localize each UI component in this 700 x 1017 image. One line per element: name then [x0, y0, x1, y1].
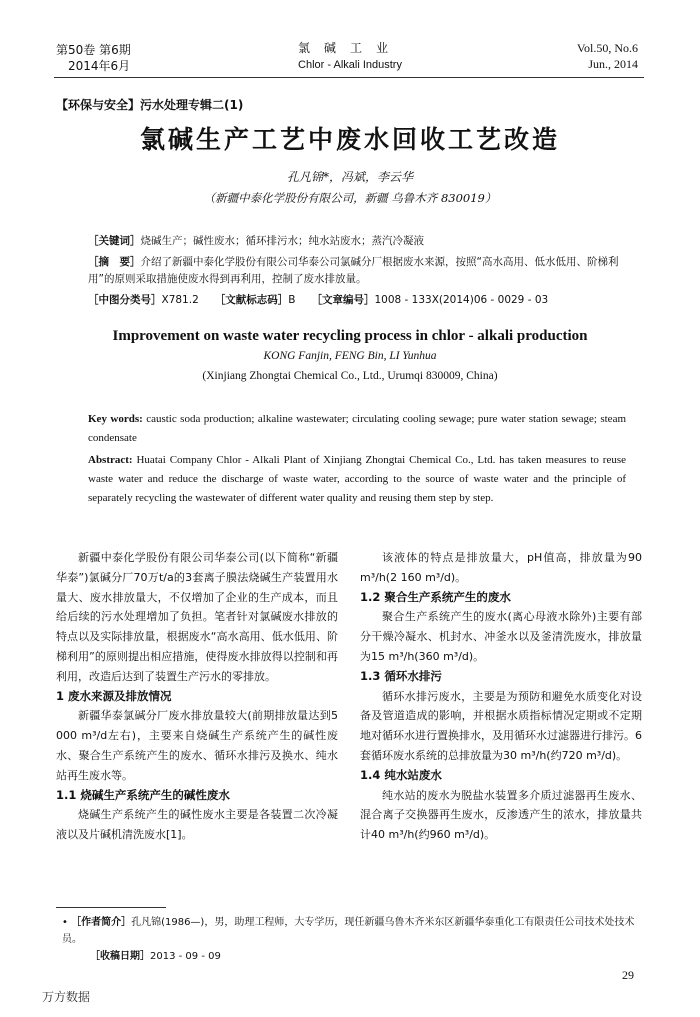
footnote-rule [56, 907, 166, 908]
doc-code-value: B [288, 294, 296, 306]
footnote [62, 914, 652, 965]
issue-info-en [577, 40, 638, 72]
body-left-column [56, 548, 338, 845]
date-en: Jun., 2014 [588, 57, 638, 71]
keywords-cn-text: 烧碱生产；碱性废水；循环排污水；纯水站废水；蒸汽冷凝液 [140, 235, 424, 247]
abstract-en [88, 451, 626, 508]
volume-en: Vol.50, No.6 [576, 41, 638, 55]
watermark: 万方数据 [42, 990, 91, 1004]
section-1-2-heading: 1.2 聚合生产系统产生的废水 [360, 589, 511, 604]
section-1-1-paragraph: 烧碱生产系统产生的碱性废水主要是各装置二次冷凝液以及片碱机清洗废水[1]。 [56, 808, 338, 842]
section-1-paragraph: 新疆华泰氯碱分厂废水排放量较大(前期排放量达到5 000 m³/d左右)，主要来自烧碱生产系统产生的碱性废水、聚合生产系统产生的废水、循环水排污及换水、纯水站再生废水等。 [56, 709, 338, 782]
author-bio-text: 孔凡锦(1986—)，男，助理工程师，大专学历，现任新疆乌鲁木齐米东区新疆华泰重化工有限责任公司技术处技术员。 [62, 917, 635, 945]
section-1-4-paragraph: 纯水站的废水为脱盐水装置多介质过滤器再生废水、混合离子交换器再生废水，反渗透产生的浓水，排放量共计40 m³/h(约960 m³/d)。 [360, 788, 642, 842]
clc-label: ［中图分类号］ [88, 294, 162, 306]
body-right-column [360, 548, 642, 845]
author-bio-label: ［作者简介］ [71, 917, 132, 928]
journal-name-cn: 氯碱工业 [297, 41, 402, 55]
classification-line [88, 292, 628, 309]
received-date-label: ［收稿日期］ [90, 951, 150, 962]
affiliation-en: (Xinjiang Zhongtai Chemical Co., Ltd., Urumqi 830009, China) [202, 370, 498, 382]
received-date-value: 2013 - 09 - 09 [150, 951, 221, 962]
section-1-1-heading: 1.1 烧碱生产系统产生的碱性废水 [56, 787, 230, 802]
continued-paragraph: 该液体的特点是排放量大，pH值高，排放量为90 m³/h(2 160 m³/d)。 [360, 551, 642, 584]
header-rule [54, 77, 644, 78]
affiliation-cn: （新疆中泰化学股份有限公司，新疆 乌鲁木齐 830019） [203, 191, 497, 205]
section-1-3-heading: 1.3 循环水排污 [360, 668, 442, 683]
date-cn: 2014年6月 [68, 59, 131, 73]
keywords-en-text: caustic soda production; alkaline wastewater; circulating cooling sewage; pure water station sewage; steam condensate [88, 413, 627, 444]
keywords-en [88, 410, 626, 448]
abstract-cn [88, 254, 628, 288]
keywords-cn [88, 233, 628, 250]
section-1-heading: 1 废水来源及排放情况 [56, 688, 172, 703]
section-1-3-paragraph: 循环水排污废水，主要是为预防和避免水质变化对设备及管道造成的影响，并根据水质指标情况定期或不定期地对循环水进行置换排水，及用循环水过滤器进行排污。6套循环废水系统的总排放量为30 m³/h(约720 m³/d)。 [360, 689, 642, 762]
abstract-cn-text: 介绍了新疆中泰化学股份有限公司华泰公司氯碱分厂根据废水来源，按照“高水高用、低水低用、阶梯利用”的原则采取措施使废水得到再利用，控制了废水排放量。 [88, 256, 619, 285]
doc-code-label: ［文献标志码］ [214, 294, 289, 306]
authors-en: KONG Fanjin, FENG Bin, LI Yunhua [263, 350, 437, 362]
abstract-en-text: Huatai Company Chlor - Alkali Plant of Xinjiang Zhongtai Chemical Co., Ltd. has taken measures to reuse waste water and reduce the discharge of waste water, according to the source of waste water and the principle of separately recycling the wastewater of different water quality and reusing them step by step. [88, 454, 626, 504]
keywords-cn-label: ［关键词］ [88, 235, 141, 247]
section-1-2-paragraph: 聚合生产系统产生的废水(离心母液水除外)主要有部分干燥冷凝水、机封水、冲釜水以及釜清洗废水，排放量为15 m³/h(360 m³/d)。 [360, 610, 642, 663]
volume-cn: 第50卷 第6期 [56, 43, 131, 57]
title-cn: 氯碱生产工艺中废水回收工艺改造 [139, 125, 560, 154]
article-number-value: 1008 - 133X(2014)06 - 0029 - 03 [374, 294, 549, 306]
received-date [62, 948, 652, 965]
author-bio [62, 914, 652, 948]
column-tag: 【环保与安全】污水处理专辑二(1) [56, 98, 244, 112]
abstract-en-label: Abstract: [88, 454, 133, 466]
section-1-4-heading: 1.4 纯水站废水 [360, 767, 442, 782]
page-number: 29 [622, 968, 634, 982]
journal-name-en: Chlor - Alkali Industry [298, 59, 402, 71]
clc-value: X781.2 [161, 294, 199, 306]
abstract-cn-label: ［摘 要］ [88, 256, 141, 268]
intro-paragraph: 新疆中泰化学股份有限公司华泰公司(以下简称“新疆华泰”)氯碱分厂70万t/a的3套离子膜法烧碱生产装置用水量大、废水排放量大，不仅增加了企业的生产成本，而且给后续的污水处理增加了负担。笔者针对氯碱废水排放的特点以及实际排放量，根据废水“高水高用、低水低用、阶梯利用”的原则提出相应措施，使得废水排放得以控制和再利用，改造后达到了装置生产污水的零排放。 [56, 551, 338, 683]
bullet: • [62, 917, 72, 928]
article-number-label: ［文章编号］ [311, 294, 375, 306]
title-en: Improvement on waste water recycling process in chlor - alkali production [112, 328, 588, 344]
keywords-en-label: Key words: [88, 413, 143, 425]
authors-cn: 孔凡锦*，冯斌，李云华 [286, 170, 413, 184]
